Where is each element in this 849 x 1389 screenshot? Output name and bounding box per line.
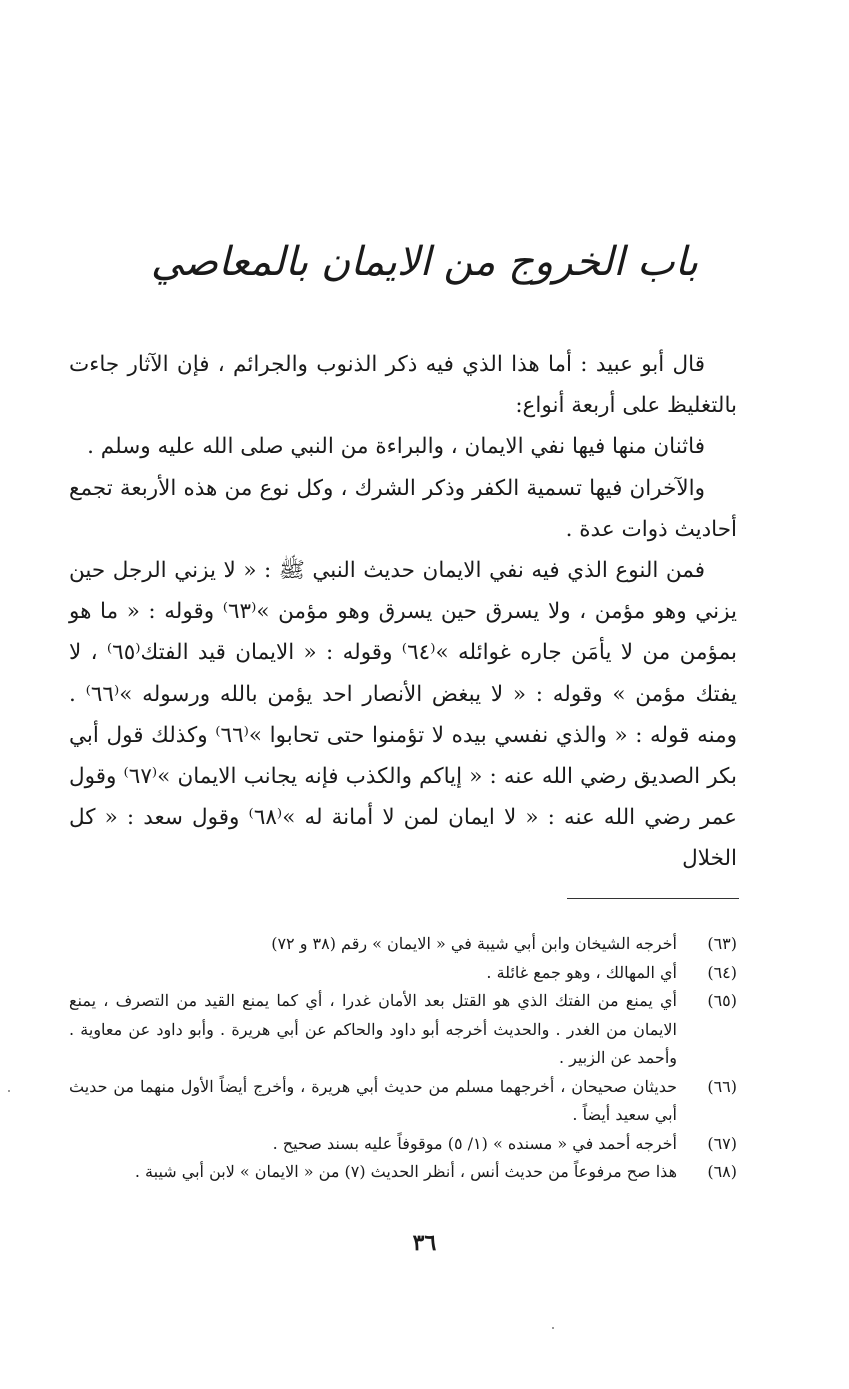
paragraph: والآخران فيها تسمية الكفر وذكر الشرك ، وكل نوع من هذه الأربعة تجمع أحاديث ذوات عدة . (69, 475, 737, 542)
footnote (69, 1130, 737, 1159)
footnote-text: أي يمنع من الفتك الذي هو القتل بعد الأمان غدرا ، أي كما يمنع القيد من التصرف ، يمنع الايمان من الغدر . والحديث أخرجه أبو داود والحاكم عن أبي هريرة . وأبو داود عن معاوية . وأحمد عن الزبير . (69, 991, 677, 1067)
footnote-number: (٦٦) (707, 1076, 737, 1096)
scan-speck (8, 1090, 10, 1092)
footnote-text: أخرجه أحمد في « مسنده » (١/ ٥) موقوفاً عليه بسند صحيح . (272, 1133, 677, 1153)
main-text (69, 344, 737, 880)
footnote-text: أخرجه الشيخان وابن أبي شيبة في « الايمان » رقم (٣٨ و ٧٢) (271, 934, 677, 953)
paragraph: قال أبو عبيد : أما هذا الذي فيه ذكر الذنوب والجرائم ، فإن الآثار جاءت بالتغليظ على أربعة أنواع: (69, 352, 737, 419)
footnote-separator (567, 898, 739, 899)
scan-speck (552, 1327, 554, 1329)
chapter-title: باب الخروج من الايمان بالمعاصي (150, 239, 699, 285)
footnote (69, 1158, 737, 1187)
footnote-number: (٦٥) (707, 991, 737, 1010)
footnote-text: أي المهالك ، وهو جمع غائلة . (486, 962, 677, 982)
footnote-number: (٦٧) (707, 1133, 737, 1153)
footnote (69, 987, 737, 1073)
footnote-number: (٦٣) (707, 934, 737, 953)
footnote (69, 959, 737, 988)
page-number: ٣٦ (412, 1230, 437, 1256)
footnote (69, 930, 737, 959)
paragraph: فمن النوع الذي فيه نفي الايمان حديث النبي ﷺ : « لا يزني الرجل حين يزني وهو مؤمن ، ولا يسرق حين يسرق وهو مؤمن »⁽٦٣⁾ وقوله : « ما هو بمؤمن من لا يأمَن جاره غوائله »⁽٦٤⁾ وقوله : « الايمان قيد الفتك⁽٦٥⁾ ، لا يفتك مؤمن » وقوله : « لا يبغض الأنصار احد يؤمن بالله ورسوله »⁽٦٦⁾ . ومنه قوله : « والذي نفسي بيده لا تؤمنوا حتى تحابوا »⁽٦٦⁾ وكذلك قول أبي بكر الصديق رضي الله عنه : « إياكم والكذب فإنه يجانب الايمان »⁽٦٧⁾ وقول عمر رضي الله عنه : « لا ايمان لمن لا أمانة له »⁽٦٨⁾ وقول سعد : « كل الخلال (69, 558, 738, 872)
footnote-number: (٦٤) (707, 962, 737, 982)
footnote (69, 1073, 737, 1130)
footnote-text: هذا صح مرفوعاً من حديث أنس ، أنظر الحديث (٧) من « الايمان » لابن أبي شيبة . (134, 1162, 677, 1181)
footnotes (69, 930, 737, 1187)
footnote-number: (٦٨) (707, 1162, 737, 1181)
paragraph: فاثنان منها فيها نفي الايمان ، والبراءة من النبي صلى الله عليه وسلم . (87, 434, 705, 460)
footnote-text: حديثان صحيحان ، أخرجهما مسلم من حديث أبي هريرة ، وأخرج أيضاً الأول منهما من حديث أبي سعيد أيضاً . (69, 1076, 677, 1124)
